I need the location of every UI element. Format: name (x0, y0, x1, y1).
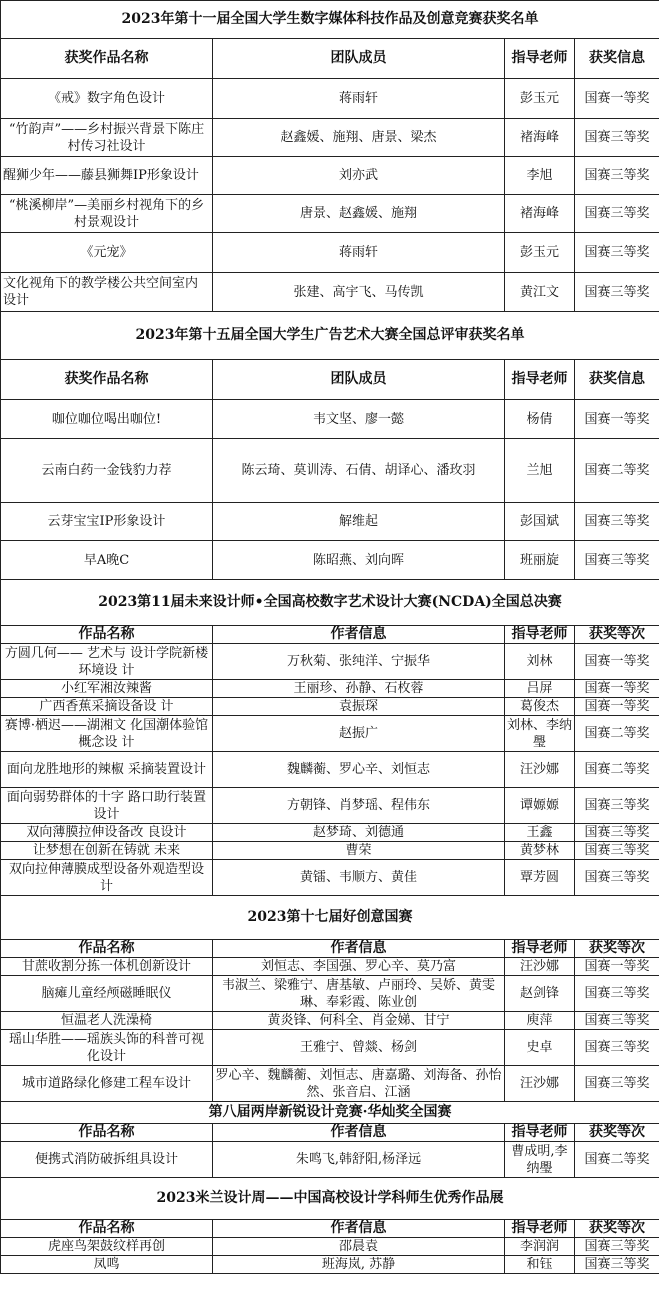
members-cell: 唐景、赵鑫媛、施翔 (213, 195, 505, 233)
members-cell: 万秋菊、张纯洋、宁振华 (213, 644, 505, 680)
table-row (1, 976, 659, 1012)
advisor-cell: 王鑫 (505, 824, 575, 842)
award-cell: 国赛三等奖 (575, 1066, 659, 1102)
advisor-cell: 刘林、李纳璺 (505, 716, 575, 752)
column-header: 指导老师 (505, 39, 575, 79)
work-name-cell: 赛博·栖迟——湖湘文 化国潮体验馆概念设 计 (1, 716, 213, 752)
column-header: 获奖信息 (575, 39, 659, 79)
table-row (1, 1256, 659, 1274)
column-header: 获奖信息 (575, 360, 659, 400)
members-cell: 王雅宁、曾燚、杨剑 (213, 1030, 505, 1066)
award-cell: 国赛二等奖 (575, 752, 659, 788)
work-name-cell: 文化视角下的教学楼公共空间室内设计 (1, 273, 213, 312)
award-cell: 国赛三等奖 (575, 860, 659, 896)
column-header: 获奖等次 (575, 626, 659, 644)
section-title: 第八届两岸新锐设计竞赛·华灿奖全国赛 (1, 1102, 659, 1124)
award-cell: 国赛三等奖 (575, 195, 659, 233)
section-title: 2023米兰设计周——中国高校设计学科师生优秀作品展 (1, 1178, 659, 1220)
work-name-cell: 醒狮少年——藤县狮舞IP形象设计 (1, 157, 213, 195)
award-cell: 国赛三等奖 (575, 273, 659, 312)
column-header: 获奖作品名称 (1, 360, 213, 400)
award-cell: 国赛一等奖 (575, 79, 659, 119)
work-name-cell: 《戒》数字角色设计 (1, 79, 213, 119)
work-name-cell: 方圆几何—— 艺术与 设计学院新楼环境设 计 (1, 644, 213, 680)
advisor-cell: 黄江文 (505, 273, 575, 312)
award-cell: 国赛三等奖 (575, 1012, 659, 1030)
work-name-cell: 面向弱势群体的十字 路口助行装置设计 (1, 788, 213, 824)
column-header-row (1, 360, 659, 400)
section-title: 2023年第十五届全国大学生广告艺术大赛全国总评审获奖名单 (1, 312, 659, 360)
column-header-row (1, 940, 659, 958)
work-name-cell: 咖位咖位喝出咖位! (1, 400, 213, 439)
members-cell: 蒋雨轩 (213, 233, 505, 273)
table-row (1, 716, 659, 752)
work-name-cell: 脑瘫儿童经颅磁睡眠仪 (1, 976, 213, 1012)
table-row (1, 644, 659, 680)
award-cell: 国赛三等奖 (575, 541, 659, 580)
table-row (1, 400, 659, 439)
table-row (1, 698, 659, 716)
column-header: 作者信息 (213, 1124, 505, 1142)
members-cell: 赵鑫媛、施翔、唐景、梁杰 (213, 119, 505, 157)
work-name-cell: 让梦想在创新在铸就 未来 (1, 842, 213, 860)
advisor-cell: 吕屏 (505, 680, 575, 698)
advisor-cell: 和钰 (505, 1256, 575, 1274)
work-name-cell: 小红军湘汝辣酱 (1, 680, 213, 698)
column-header-row (1, 1220, 659, 1238)
section-title-row (1, 896, 659, 940)
table-row (1, 752, 659, 788)
table-row (1, 503, 659, 541)
section-title: 2023第11届未来设计师•全国高校数字艺术设计大赛(NCDA)全国总决赛 (1, 580, 659, 626)
work-name-cell: 瑶山华胜——瑶族头饰的科普可视化设计 (1, 1030, 213, 1066)
column-header: 指导老师 (505, 940, 575, 958)
column-header-row (1, 1124, 659, 1142)
advisor-cell: 汪沙娜 (505, 1066, 575, 1102)
table-row (1, 958, 659, 976)
award-cell: 国赛一等奖 (575, 644, 659, 680)
award-cell: 国赛三等奖 (575, 976, 659, 1012)
award-cell: 国赛二等奖 (575, 439, 659, 503)
work-name-cell: 双向拉伸薄膜成型设备外观造型设计 (1, 860, 213, 896)
award-cell: 国赛三等奖 (575, 233, 659, 273)
table-row (1, 1066, 659, 1102)
advisor-cell: 庾萍 (505, 1012, 575, 1030)
award-cell: 国赛三等奖 (575, 788, 659, 824)
advisor-cell: 葛俊杰 (505, 698, 575, 716)
column-header-row (1, 39, 659, 79)
column-header: 作品名称 (1, 940, 213, 958)
column-header: 指导老师 (505, 1220, 575, 1238)
table-row (1, 79, 659, 119)
work-name-cell: 城市道路绿化修建工程车设计 (1, 1066, 213, 1102)
members-cell: 班海岚, 苏静 (213, 1256, 505, 1274)
members-cell: 方朝锋、肖梦瑶、程伟东 (213, 788, 505, 824)
members-cell: 黄镭、韦顺方、黄佳 (213, 860, 505, 896)
table-row (1, 1238, 659, 1256)
table-row (1, 842, 659, 860)
column-header: 获奖等次 (575, 940, 659, 958)
award-cell: 国赛一等奖 (575, 958, 659, 976)
column-header: 作品名称 (1, 1220, 213, 1238)
award-cell: 国赛二等奖 (575, 716, 659, 752)
work-name-cell: “桃溪柳岸”—美丽乡村视角下的乡村景观设计 (1, 195, 213, 233)
award-cell: 国赛三等奖 (575, 824, 659, 842)
column-header: 作者信息 (213, 940, 505, 958)
advisor-cell: 褚海峰 (505, 195, 575, 233)
members-cell: 陈昭燕、刘向晖 (213, 541, 505, 580)
column-header: 团队成员 (213, 360, 505, 400)
award-cell: 国赛三等奖 (575, 842, 659, 860)
award-cell: 国赛三等奖 (575, 119, 659, 157)
column-header: 作品名称 (1, 626, 213, 644)
members-cell: 黄炎锋、何科全、肖金娣、甘宁 (213, 1012, 505, 1030)
awards-table-body (1, 1, 659, 1274)
work-name-cell: 双向薄膜拉伸设备改 良设计 (1, 824, 213, 842)
work-name-cell: 恒温老人洗澡椅 (1, 1012, 213, 1030)
work-name-cell: 虎座鸟架鼓纹样再创 (1, 1238, 213, 1256)
table-row (1, 439, 659, 503)
members-cell: 赵振广 (213, 716, 505, 752)
work-name-cell: 早A晚C (1, 541, 213, 580)
work-name-cell: 便携式消防破拆组具设计 (1, 1142, 213, 1178)
advisor-cell: 黄梦林 (505, 842, 575, 860)
members-cell: 蒋雨轩 (213, 79, 505, 119)
table-row (1, 233, 659, 273)
work-name-cell: 云南白药一金钱豹力荐 (1, 439, 213, 503)
column-header: 指导老师 (505, 1124, 575, 1142)
members-cell: 韦淑兰、梁雅宁、唐基敏、卢丽玲、吴娇、黄雯琳、奉彩霞、陈业创 (213, 976, 505, 1012)
members-cell: 袁振琛 (213, 698, 505, 716)
column-header: 获奖等次 (575, 1124, 659, 1142)
advisor-cell: 谭嫄嫄 (505, 788, 575, 824)
column-header: 作者信息 (213, 1220, 505, 1238)
table-row (1, 1142, 659, 1178)
advisor-cell: 汪沙娜 (505, 958, 575, 976)
advisor-cell: 彭玉元 (505, 233, 575, 273)
work-name-cell: 凤鸣 (1, 1256, 213, 1274)
members-cell: 刘亦武 (213, 157, 505, 195)
table-row (1, 680, 659, 698)
members-cell: 韦文坚、廖一懿 (213, 400, 505, 439)
table-row (1, 824, 659, 842)
table-row (1, 860, 659, 896)
members-cell: 罗心辛、魏麟蘅、刘恒志、唐嘉璐、刘海备、孙怡然、张音启、江涵 (213, 1066, 505, 1102)
award-cell: 国赛一等奖 (575, 400, 659, 439)
award-cell: 国赛三等奖 (575, 157, 659, 195)
advisor-cell: 彭玉元 (505, 79, 575, 119)
advisor-cell: 李旭 (505, 157, 575, 195)
work-name-cell: 甘蔗收割分拣一体机创新设计 (1, 958, 213, 976)
members-cell: 魏麟蘅、罗心辛、刘恒志 (213, 752, 505, 788)
award-cell: 国赛三等奖 (575, 503, 659, 541)
work-name-cell: 《元宠》 (1, 233, 213, 273)
advisor-cell: 曹成明,李纳璺 (505, 1142, 575, 1178)
table-row (1, 541, 659, 580)
advisor-cell: 杨倩 (505, 400, 575, 439)
column-header: 指导老师 (505, 626, 575, 644)
members-cell: 陈云琦、莫训涛、石倩、胡译心、潘玫羽 (213, 439, 505, 503)
section-title-row (1, 1, 659, 39)
advisor-cell: 史卓 (505, 1030, 575, 1066)
table-row (1, 1012, 659, 1030)
table-row (1, 1030, 659, 1066)
column-header: 获奖等次 (575, 1220, 659, 1238)
advisor-cell: 班丽旋 (505, 541, 575, 580)
advisor-cell: 李润润 (505, 1238, 575, 1256)
column-header: 作品名称 (1, 1124, 213, 1142)
members-cell: 刘恒志、李国强、罗心辛、莫乃富 (213, 958, 505, 976)
section-title: 2023年第十一届全国大学生数字媒体科技作品及创意竞赛获奖名单 (1, 1, 659, 39)
section-title-row (1, 1178, 659, 1220)
members-cell: 邵晨袁 (213, 1238, 505, 1256)
members-cell: 张建、高宇飞、马传凯 (213, 273, 505, 312)
table-row (1, 157, 659, 195)
column-header: 团队成员 (213, 39, 505, 79)
work-name-cell: 面向龙胜地形的辣椒 采摘装置设计 (1, 752, 213, 788)
work-name-cell: 广西香蕉采摘设备设 计 (1, 698, 213, 716)
section-title-row (1, 580, 659, 626)
table-row (1, 273, 659, 312)
award-cell: 国赛三等奖 (575, 1238, 659, 1256)
members-cell: 解维起 (213, 503, 505, 541)
award-cell: 国赛三等奖 (575, 1256, 659, 1274)
award-cell: 国赛二等奖 (575, 1142, 659, 1178)
award-cell: 国赛三等奖 (575, 1030, 659, 1066)
advisor-cell: 覃芳圆 (505, 860, 575, 896)
advisor-cell: 彭国斌 (505, 503, 575, 541)
column-header: 指导老师 (505, 360, 575, 400)
members-cell: 朱鸣飞,韩舒阳,杨泽远 (213, 1142, 505, 1178)
section-title: 2023第十七届好创意国赛 (1, 896, 659, 940)
advisor-cell: 褚海峰 (505, 119, 575, 157)
advisor-cell: 兰旭 (505, 439, 575, 503)
section-title-row (1, 312, 659, 360)
column-header-row (1, 626, 659, 644)
column-header: 作者信息 (213, 626, 505, 644)
members-cell: 王丽珍、孙静、石枚蓉 (213, 680, 505, 698)
advisor-cell: 刘林 (505, 644, 575, 680)
column-header: 获奖作品名称 (1, 39, 213, 79)
table-row (1, 195, 659, 233)
table-row (1, 119, 659, 157)
award-cell: 国赛一等奖 (575, 698, 659, 716)
work-name-cell: “竹韵声”——乡村振兴背景下陈庄村传习社设计 (1, 119, 213, 157)
members-cell: 曹荣 (213, 842, 505, 860)
award-cell: 国赛一等奖 (575, 680, 659, 698)
table-row (1, 788, 659, 824)
section-title-row (1, 1102, 659, 1124)
advisor-cell: 赵剑锋 (505, 976, 575, 1012)
work-name-cell: 云芽宝宝IP形象设计 (1, 503, 213, 541)
advisor-cell: 汪沙娜 (505, 752, 575, 788)
members-cell: 赵梦琦、刘德通 (213, 824, 505, 842)
